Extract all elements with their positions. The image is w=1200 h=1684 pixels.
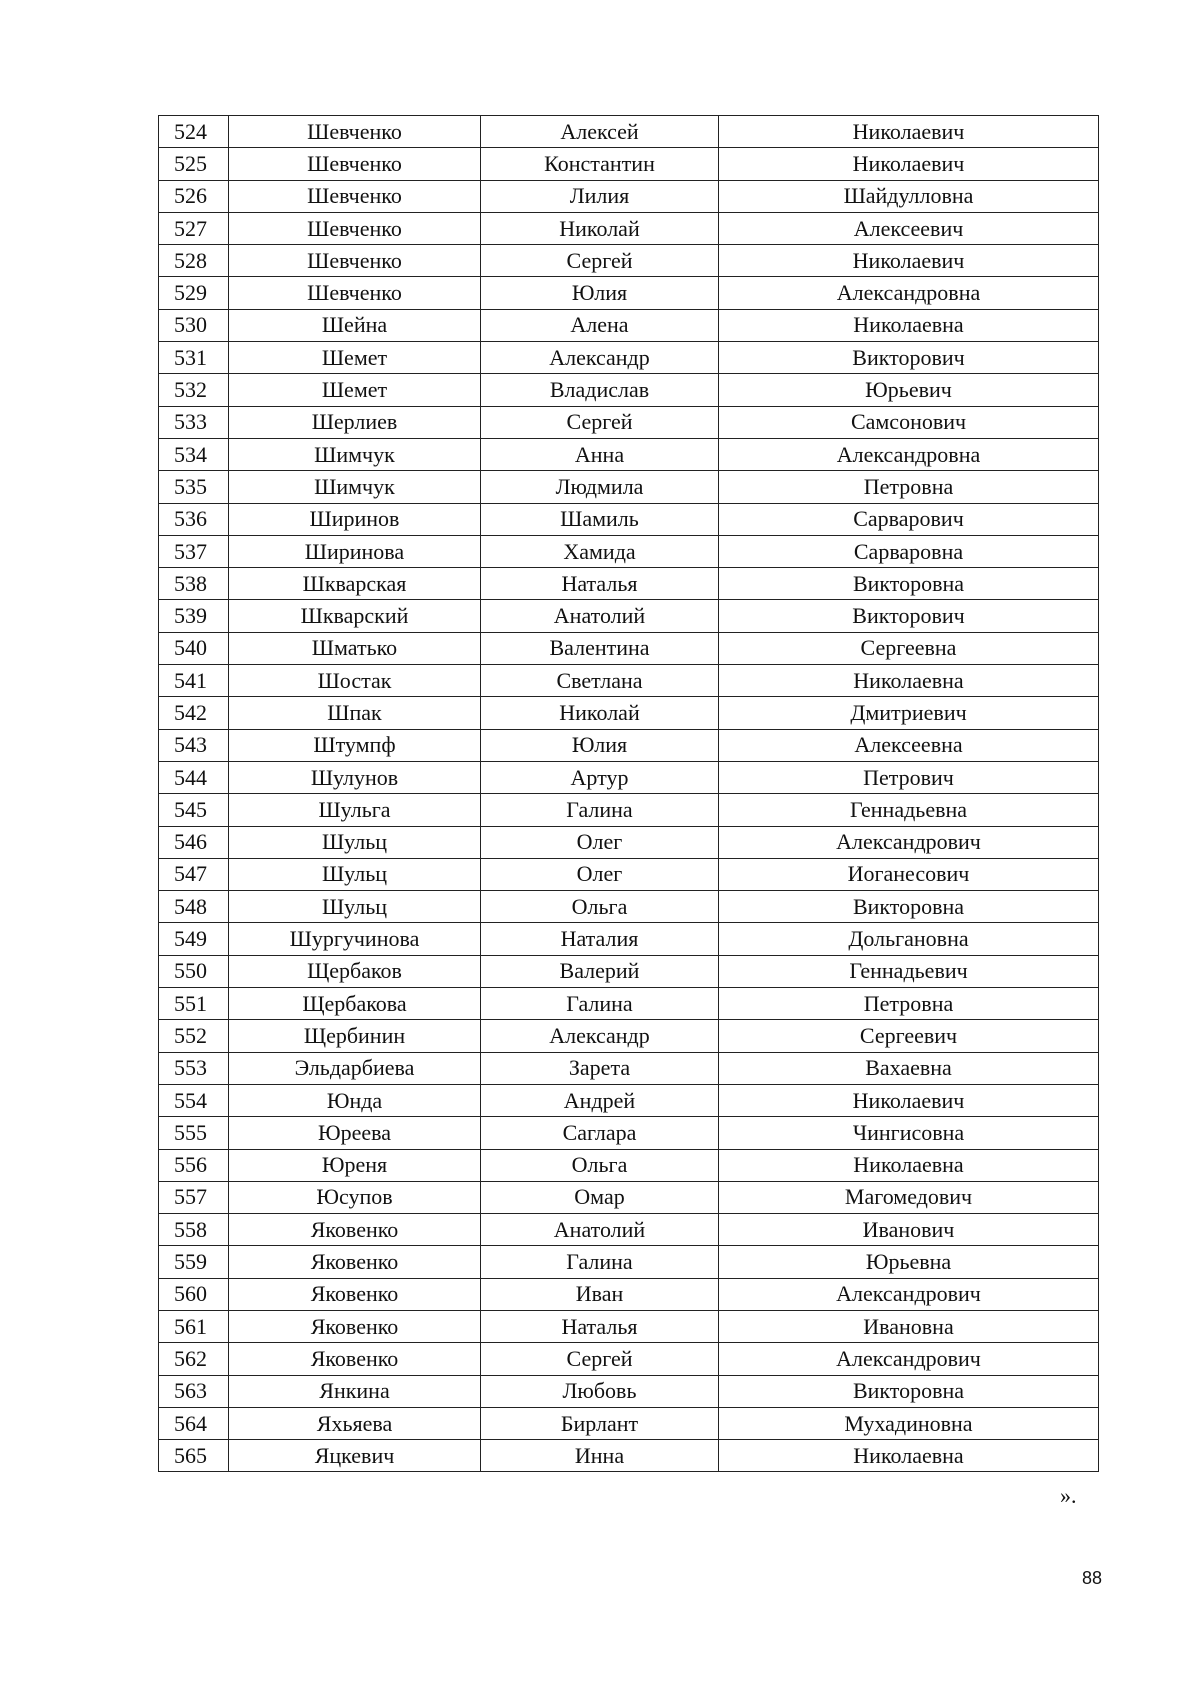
table-row <box>159 406 1099 438</box>
table-row <box>159 503 1099 535</box>
surname-cell: Яцкевич <box>229 1440 481 1472</box>
patronymic-cell: Дмитриевич <box>719 697 1099 729</box>
first-name-cell: Олег <box>481 826 719 858</box>
surname-cell: Шпак <box>229 697 481 729</box>
patronymic-cell: Алексеевич <box>719 212 1099 244</box>
table-row <box>159 1246 1099 1278</box>
surname-cell: Шульга <box>229 794 481 826</box>
patronymic-cell: Дольгановна <box>719 923 1099 955</box>
patronymic-cell: Сергеевич <box>719 1020 1099 1052</box>
first-name-cell: Омар <box>481 1181 719 1213</box>
first-name-cell: Сергей <box>481 1343 719 1375</box>
patronymic-cell: Николаевич <box>719 148 1099 180</box>
table-row <box>159 148 1099 180</box>
surname-cell: Штумпф <box>229 729 481 761</box>
surname-cell: Шкварская <box>229 568 481 600</box>
first-name-cell: Любовь <box>481 1375 719 1407</box>
row-number-cell: 529 <box>159 277 229 309</box>
first-name-cell: Алексей <box>481 116 719 148</box>
surname-cell: Юреня <box>229 1149 481 1181</box>
table-row <box>159 697 1099 729</box>
row-number-cell: 551 <box>159 988 229 1020</box>
first-name-cell: Анна <box>481 438 719 470</box>
surname-cell: Юсупов <box>229 1181 481 1213</box>
surname-cell: Шургучинова <box>229 923 481 955</box>
first-name-cell: Иван <box>481 1278 719 1310</box>
first-name-cell: Галина <box>481 1246 719 1278</box>
patronymic-cell: Юрьевич <box>719 374 1099 406</box>
patronymic-cell: Шайдулловна <box>719 180 1099 212</box>
row-number-cell: 540 <box>159 632 229 664</box>
surname-cell: Шкварский <box>229 600 481 632</box>
surname-cell: Шевченко <box>229 116 481 148</box>
row-number-cell: 537 <box>159 535 229 567</box>
table-row <box>159 923 1099 955</box>
first-name-cell: Валерий <box>481 955 719 987</box>
table-row <box>159 858 1099 890</box>
first-name-cell: Наталья <box>481 1310 719 1342</box>
first-name-cell: Инна <box>481 1440 719 1472</box>
table-row <box>159 1052 1099 1084</box>
surname-cell: Яковенко <box>229 1343 481 1375</box>
first-name-cell: Валентина <box>481 632 719 664</box>
table-row <box>159 1117 1099 1149</box>
patronymic-cell: Самсонович <box>719 406 1099 438</box>
first-name-cell: Артур <box>481 761 719 793</box>
surname-cell: Юреева <box>229 1117 481 1149</box>
patronymic-cell: Чингисовна <box>719 1117 1099 1149</box>
first-name-cell: Бирлант <box>481 1407 719 1439</box>
first-name-cell: Шамиль <box>481 503 719 535</box>
row-number-cell: 545 <box>159 794 229 826</box>
patronymic-cell: Сергеевна <box>719 632 1099 664</box>
first-name-cell: Владислав <box>481 374 719 406</box>
table-row <box>159 891 1099 923</box>
surname-cell: Шевченко <box>229 212 481 244</box>
row-number-cell: 564 <box>159 1407 229 1439</box>
first-name-cell: Наталья <box>481 568 719 600</box>
row-number-cell: 559 <box>159 1246 229 1278</box>
row-number-cell: 541 <box>159 665 229 697</box>
first-name-cell: Юлия <box>481 277 719 309</box>
table-row <box>159 438 1099 470</box>
surname-cell: Юнда <box>229 1084 481 1116</box>
patronymic-cell: Николаевич <box>719 245 1099 277</box>
table-row <box>159 600 1099 632</box>
first-name-cell: Анатолий <box>481 1214 719 1246</box>
patronymic-cell: Викторовна <box>719 1375 1099 1407</box>
surname-cell: Яхьяева <box>229 1407 481 1439</box>
table-row <box>159 761 1099 793</box>
row-number-cell: 536 <box>159 503 229 535</box>
first-name-cell: Николай <box>481 212 719 244</box>
row-number-cell: 542 <box>159 697 229 729</box>
first-name-cell: Зарета <box>481 1052 719 1084</box>
table-row <box>159 277 1099 309</box>
table-row <box>159 1440 1099 1472</box>
surname-cell: Ширинов <box>229 503 481 535</box>
patronymic-cell: Александрович <box>719 1278 1099 1310</box>
first-name-cell: Алена <box>481 309 719 341</box>
table-row <box>159 632 1099 664</box>
row-number-cell: 543 <box>159 729 229 761</box>
table-row <box>159 342 1099 374</box>
patronymic-cell: Николаевич <box>719 1084 1099 1116</box>
first-name-cell: Лилия <box>481 180 719 212</box>
row-number-cell: 528 <box>159 245 229 277</box>
table-row <box>159 374 1099 406</box>
patronymic-cell: Геннадьевна <box>719 794 1099 826</box>
row-number-cell: 527 <box>159 212 229 244</box>
row-number-cell: 557 <box>159 1181 229 1213</box>
row-number-cell: 550 <box>159 955 229 987</box>
surname-cell: Яковенко <box>229 1310 481 1342</box>
patronymic-cell: Александрович <box>719 826 1099 858</box>
patronymic-cell: Николаевна <box>719 665 1099 697</box>
table-row <box>159 116 1099 148</box>
table-row <box>159 180 1099 212</box>
surname-cell: Шульц <box>229 858 481 890</box>
row-number-cell: 547 <box>159 858 229 890</box>
table-row <box>159 471 1099 503</box>
first-name-cell: Ольга <box>481 891 719 923</box>
patronymic-cell: Сарварович <box>719 503 1099 535</box>
table-row <box>159 826 1099 858</box>
row-number-cell: 558 <box>159 1214 229 1246</box>
patronymic-cell: Мухадиновна <box>719 1407 1099 1439</box>
first-name-cell: Сергей <box>481 245 719 277</box>
surname-cell: Шульц <box>229 826 481 858</box>
first-name-cell: Александр <box>481 342 719 374</box>
surname-cell: Шматько <box>229 632 481 664</box>
surname-cell: Шемет <box>229 342 481 374</box>
patronymic-cell: Викторовна <box>719 891 1099 923</box>
patronymic-cell: Александрович <box>719 1343 1099 1375</box>
patronymic-cell: Николаевна <box>719 1440 1099 1472</box>
table-row <box>159 955 1099 987</box>
patronymic-cell: Александровна <box>719 438 1099 470</box>
row-number-cell: 530 <box>159 309 229 341</box>
table-row <box>159 1020 1099 1052</box>
table-row <box>159 794 1099 826</box>
row-number-cell: 532 <box>159 374 229 406</box>
table-row <box>159 1310 1099 1342</box>
patronymic-cell: Николаевна <box>719 1149 1099 1181</box>
row-number-cell: 562 <box>159 1343 229 1375</box>
patronymic-cell: Сарваровна <box>719 535 1099 567</box>
row-number-cell: 546 <box>159 826 229 858</box>
patronymic-cell: Петровна <box>719 471 1099 503</box>
first-name-cell: Юлия <box>481 729 719 761</box>
patronymic-cell: Николаевна <box>719 309 1099 341</box>
patronymic-cell: Юрьевна <box>719 1246 1099 1278</box>
first-name-cell: Людмила <box>481 471 719 503</box>
first-name-cell: Наталия <box>481 923 719 955</box>
first-name-cell: Николай <box>481 697 719 729</box>
surname-cell: Щербаков <box>229 955 481 987</box>
surname-cell: Шульц <box>229 891 481 923</box>
patronymic-cell: Вахаевна <box>719 1052 1099 1084</box>
patronymic-cell: Иоганесович <box>719 858 1099 890</box>
row-number-cell: 524 <box>159 116 229 148</box>
surname-cell: Щербакова <box>229 988 481 1020</box>
table-row <box>159 1278 1099 1310</box>
row-number-cell: 560 <box>159 1278 229 1310</box>
table-row <box>159 309 1099 341</box>
row-number-cell: 552 <box>159 1020 229 1052</box>
first-name-cell: Ольга <box>481 1149 719 1181</box>
row-number-cell: 563 <box>159 1375 229 1407</box>
table-row <box>159 535 1099 567</box>
patronymic-cell: Николаевич <box>719 116 1099 148</box>
first-name-cell: Анатолий <box>481 600 719 632</box>
patronymic-cell: Петровна <box>719 988 1099 1020</box>
surname-cell: Шевченко <box>229 180 481 212</box>
table-row <box>159 1181 1099 1213</box>
first-name-cell: Хамида <box>481 535 719 567</box>
patronymic-cell: Викторович <box>719 342 1099 374</box>
surname-cell: Ширинова <box>229 535 481 567</box>
row-number-cell: 533 <box>159 406 229 438</box>
table-row <box>159 1214 1099 1246</box>
patronymic-cell: Иванович <box>719 1214 1099 1246</box>
row-number-cell: 554 <box>159 1084 229 1116</box>
roster-body <box>159 116 1099 1472</box>
surname-cell: Шемет <box>229 374 481 406</box>
closing-quote: ». <box>1060 1483 1077 1508</box>
row-number-cell: 526 <box>159 180 229 212</box>
row-number-cell: 544 <box>159 761 229 793</box>
surname-cell: Шулунов <box>229 761 481 793</box>
row-number-cell: 539 <box>159 600 229 632</box>
row-number-cell: 561 <box>159 1310 229 1342</box>
patronymic-cell: Ивановна <box>719 1310 1099 1342</box>
table-row <box>159 729 1099 761</box>
surname-cell: Щербинин <box>229 1020 481 1052</box>
row-number-cell: 525 <box>159 148 229 180</box>
patronymic-cell: Геннадьевич <box>719 955 1099 987</box>
row-number-cell: 531 <box>159 342 229 374</box>
row-number-cell: 553 <box>159 1052 229 1084</box>
patronymic-cell: Викторович <box>719 600 1099 632</box>
patronymic-cell: Викторовна <box>719 568 1099 600</box>
surname-cell: Янкина <box>229 1375 481 1407</box>
first-name-cell: Светлана <box>481 665 719 697</box>
first-name-cell: Константин <box>481 148 719 180</box>
table-row <box>159 1149 1099 1181</box>
surname-cell: Шимчук <box>229 471 481 503</box>
row-number-cell: 555 <box>159 1117 229 1149</box>
surname-cell: Яковенко <box>229 1246 481 1278</box>
table-row <box>159 988 1099 1020</box>
surname-cell: Яковенко <box>229 1214 481 1246</box>
page-number: 88 <box>1082 1568 1103 1588</box>
surname-cell: Шевченко <box>229 277 481 309</box>
first-name-cell: Сергей <box>481 406 719 438</box>
surname-cell: Яковенко <box>229 1278 481 1310</box>
row-number-cell: 535 <box>159 471 229 503</box>
patronymic-cell: Алексеевна <box>719 729 1099 761</box>
table-row <box>159 212 1099 244</box>
patronymic-cell: Александровна <box>719 277 1099 309</box>
row-number-cell: 534 <box>159 438 229 470</box>
first-name-cell: Олег <box>481 858 719 890</box>
surname-cell: Эльдарбиева <box>229 1052 481 1084</box>
surname-cell: Шевченко <box>229 148 481 180</box>
patronymic-cell: Петрович <box>719 761 1099 793</box>
table-row <box>159 1084 1099 1116</box>
row-number-cell: 548 <box>159 891 229 923</box>
row-number-cell: 538 <box>159 568 229 600</box>
surname-cell: Шейна <box>229 309 481 341</box>
first-name-cell: Саглара <box>481 1117 719 1149</box>
first-name-cell: Александр <box>481 1020 719 1052</box>
row-number-cell: 549 <box>159 923 229 955</box>
row-number-cell: 556 <box>159 1149 229 1181</box>
first-name-cell: Галина <box>481 794 719 826</box>
surname-cell: Шимчук <box>229 438 481 470</box>
first-name-cell: Андрей <box>481 1084 719 1116</box>
surname-cell: Шостак <box>229 665 481 697</box>
table-row <box>159 1407 1099 1439</box>
table-row <box>159 1343 1099 1375</box>
table-row <box>159 568 1099 600</box>
row-number-cell: 565 <box>159 1440 229 1472</box>
roster-table <box>158 115 1099 1472</box>
table-row <box>159 665 1099 697</box>
patronymic-cell: Магомедович <box>719 1181 1099 1213</box>
table-row <box>159 1375 1099 1407</box>
surname-cell: Шерлиев <box>229 406 481 438</box>
first-name-cell: Галина <box>481 988 719 1020</box>
surname-cell: Шевченко <box>229 245 481 277</box>
table-row <box>159 245 1099 277</box>
